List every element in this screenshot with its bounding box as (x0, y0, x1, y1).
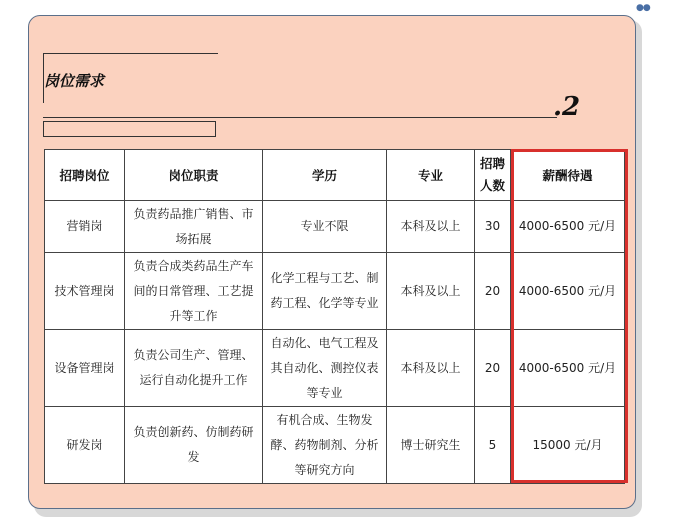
cell-salary: 4000-6500 元/月 (511, 330, 625, 407)
cell-major: 本科及以上 (387, 201, 475, 253)
header-duties: 岗位职责 (125, 150, 263, 201)
cell-position: 研发岗 (45, 407, 125, 484)
cell-major: 本科及以上 (387, 253, 475, 330)
cell-salary: 4000-6500 元/月 (511, 201, 625, 253)
header-position: 招聘岗位 (45, 150, 125, 201)
section-number: .2 (553, 92, 581, 122)
cell-duties: 负责创新药、仿制药研发 (125, 407, 263, 484)
header-salary: 薪酬待遇 (511, 150, 625, 201)
header-count: 招聘人数 (475, 150, 511, 201)
cell-position: 设备管理岗 (45, 330, 125, 407)
cell-count: 30 (475, 201, 511, 253)
header-education: 学历 (263, 150, 387, 201)
cell-major: 本科及以上 (387, 330, 475, 407)
decorative-line-top (43, 53, 218, 54)
cell-count: 20 (475, 330, 511, 407)
cell-duties: 负责合成类药品生产车间的日常管理、工艺提升等工作 (125, 253, 263, 330)
cell-duties: 负责药品推广销售、市场拓展 (125, 201, 263, 253)
section-title: 岗位需求 (44, 72, 105, 90)
cell-position: 技术管理岗 (45, 253, 125, 330)
table-row (45, 201, 625, 253)
table-row (45, 253, 625, 330)
cell-education: 自动化、电气工程及其自动化、测控仪表等专业 (263, 330, 387, 407)
cell-major: 博士研究生 (387, 407, 475, 484)
cell-salary: 15000 元/月 (511, 407, 625, 484)
decorative-box (43, 121, 216, 137)
decorative-line-long (43, 117, 557, 118)
cell-salary: 4000-6500 元/月 (511, 253, 625, 330)
cell-education: 专业不限 (263, 201, 387, 253)
cell-count: 5 (475, 407, 511, 484)
header-major: 专业 (387, 150, 475, 201)
table-row (45, 330, 625, 407)
cell-education: 化学工程与工艺、制药工程、化学等专业 (263, 253, 387, 330)
job-requirements-table (44, 149, 625, 484)
cell-duties: 负责公司生产、管理、运行自动化提升工作 (125, 330, 263, 407)
cell-count: 20 (475, 253, 511, 330)
cell-position: 营销岗 (45, 201, 125, 253)
table-header-row (45, 150, 625, 201)
table-row (45, 407, 625, 484)
more-dots-icon: ●● (636, 3, 650, 13)
cell-education: 有机合成、生物发酵、药物制剂、分析等研究方向 (263, 407, 387, 484)
